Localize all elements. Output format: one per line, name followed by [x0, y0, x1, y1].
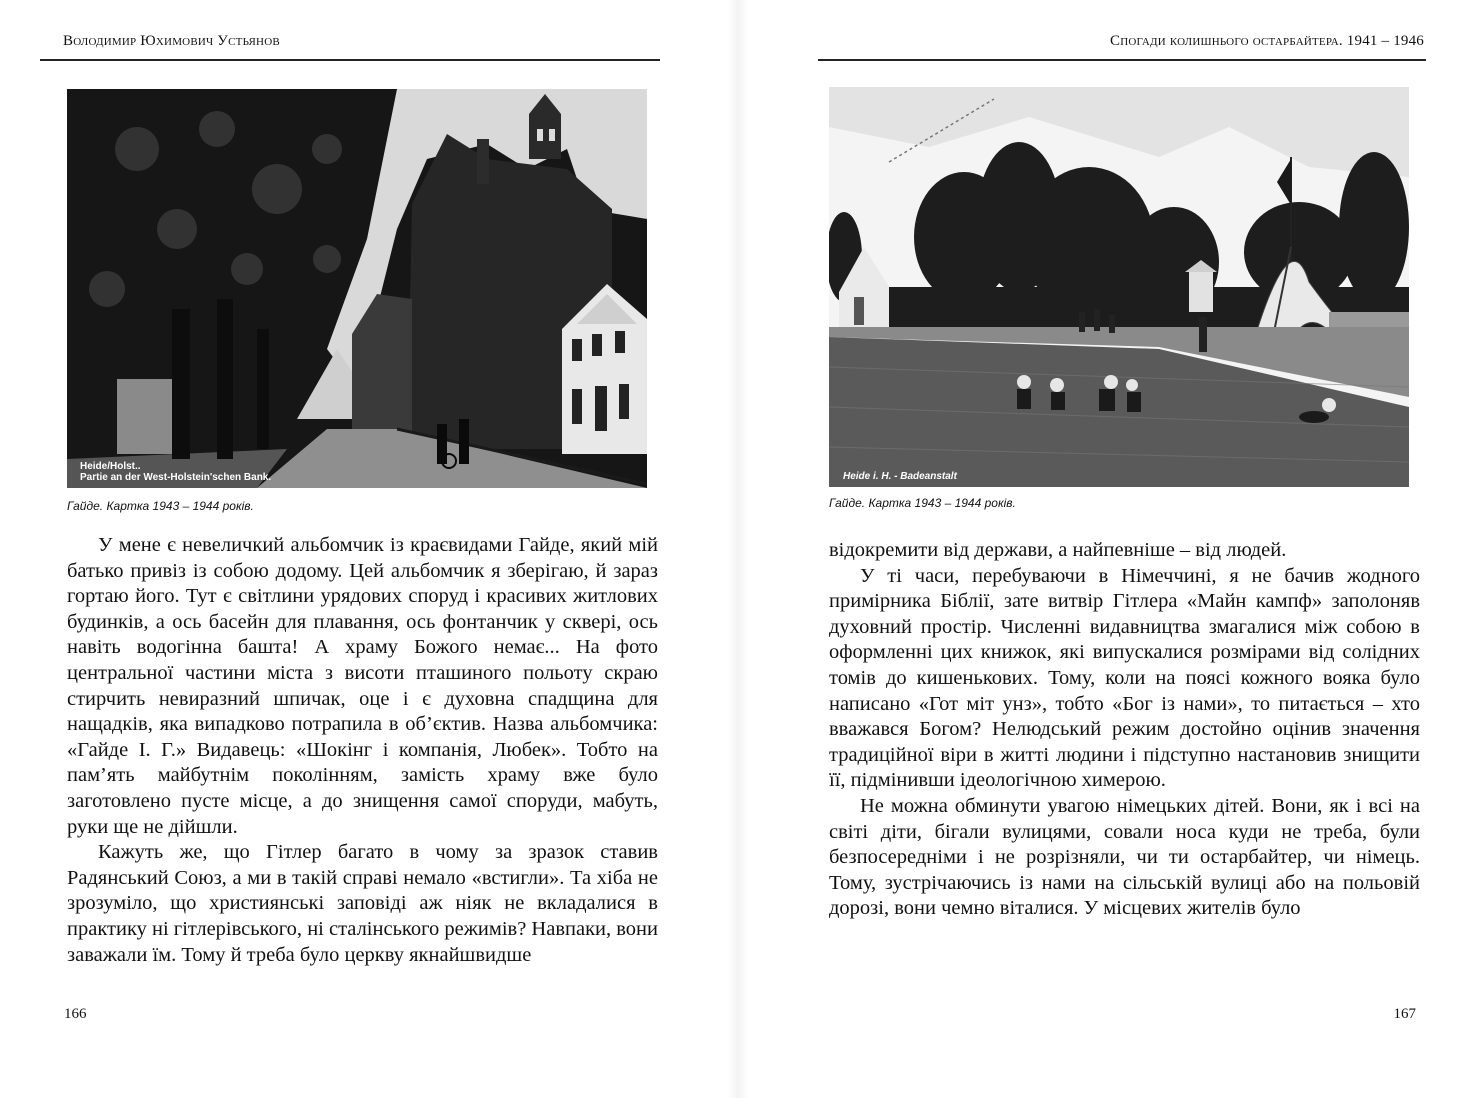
- photo-inscription-line-1: Heide/Holst..: [80, 461, 141, 472]
- body-text: [67, 533, 658, 968]
- paragraph: Кажуть же, що Гітлер багато в чому за зразок ставив Радянський Союз, а ми в такій справі немало «встигли». Та хіба не зрозуміло, що християнські заповіді аж ніяк не вкладалися в практику ні гітлерівського, ні сталінського режимів? Навпаки, вони заважали їм. Тому й треба було церкву якнайшвидше: [67, 841, 658, 966]
- body-text: [829, 538, 1420, 922]
- street-scene-illustration: [67, 89, 647, 488]
- paragraph: У ті часи, перебуваючи в Німеччині, я не бачив жодного примірника Біблії, зате витвір Гітлера «Майн кампф» заполоняв духовний простір. Численні видавництва змагалися між собою в оформленні цих книжок, які випускалися розмірами від солідних томів до кишенькових. Тому, коли на поясі кожного вояка було написано «Гот міт унз», тобто «Бог із нами», то питається – хто вважався Богом? Нелюдський режим достойно оцінив значення традиційної віри в житті людини і підступно настановив знищити її, підмінивши ідеологічною химерою.: [829, 564, 1420, 792]
- page-number: 166: [64, 1006, 87, 1022]
- paragraph: У мене є невеличкий альбомчик із краєвидами Гайде, який мій батько привіз із собою додому. Цей альбомчик я зберігаю, й зараз гортаю його. Тут є світлини урядових споруд і красивих житлових будинків, а ось басейн для плавання, ось фонтанчик у сквері, ось навіть водогінна башта! А храму Божого немає... На фото центральної частини міста з висоти пташиного польоту скраю стирчить невиразний шпичак, оце і є духовна спадщина для нащадків, яка випадково потрапила в об’єктив. Назва альбомчика: «Гайде І. Г.» Видавець: «Шокінг і компанія, Любек». Тобто на пам’ять майбутнім поколінням, замість храму вже було заготовлено пусте місце, а до знищення самої споруди, мабуть, руки ще не дійшли.: [67, 534, 658, 838]
- right-page: [738, 0, 1476, 1098]
- header-rule: [818, 59, 1426, 61]
- paragraph-continued: відокремити від держави, а найпевніше – від людей.: [829, 539, 1287, 561]
- photo-caption: Гайде. Картка 1943 – 1944 років.: [67, 499, 254, 513]
- paragraph: Не можна обминути увагою німецьких дітей. Вони, як і всі на світі діти, бігали вулицями, совали носа куди не треба, були безпосередніми і не розрізняли, чи ти остарбайтер, чи німець. Тому, зустрічаючись із нами на сільській вулиці або на польовій дорозі, вони чемно віталися. У місцевих жителів було: [829, 794, 1420, 920]
- page-number: 167: [1393, 1006, 1416, 1022]
- street-scene-photo: [67, 89, 647, 488]
- photo-inscription: Heide i. H. - Badeanstalt: [843, 471, 957, 482]
- swimming-pool-illustration: [829, 87, 1409, 487]
- photo-inscription-line-2: Partie an der West-Holstein'schen Bank.: [80, 472, 272, 483]
- header-rule: [40, 59, 660, 61]
- photo-inscription: [80, 461, 271, 483]
- running-head-author: Володимир Юхимович Устьянов: [63, 33, 280, 49]
- swimming-pool-photo: [829, 87, 1409, 487]
- photo-caption: Гайде. Картка 1943 – 1944 років.: [829, 496, 1016, 510]
- running-head-title: Спогади колишнього остарбайтера. 1941 – 1946: [1110, 33, 1424, 49]
